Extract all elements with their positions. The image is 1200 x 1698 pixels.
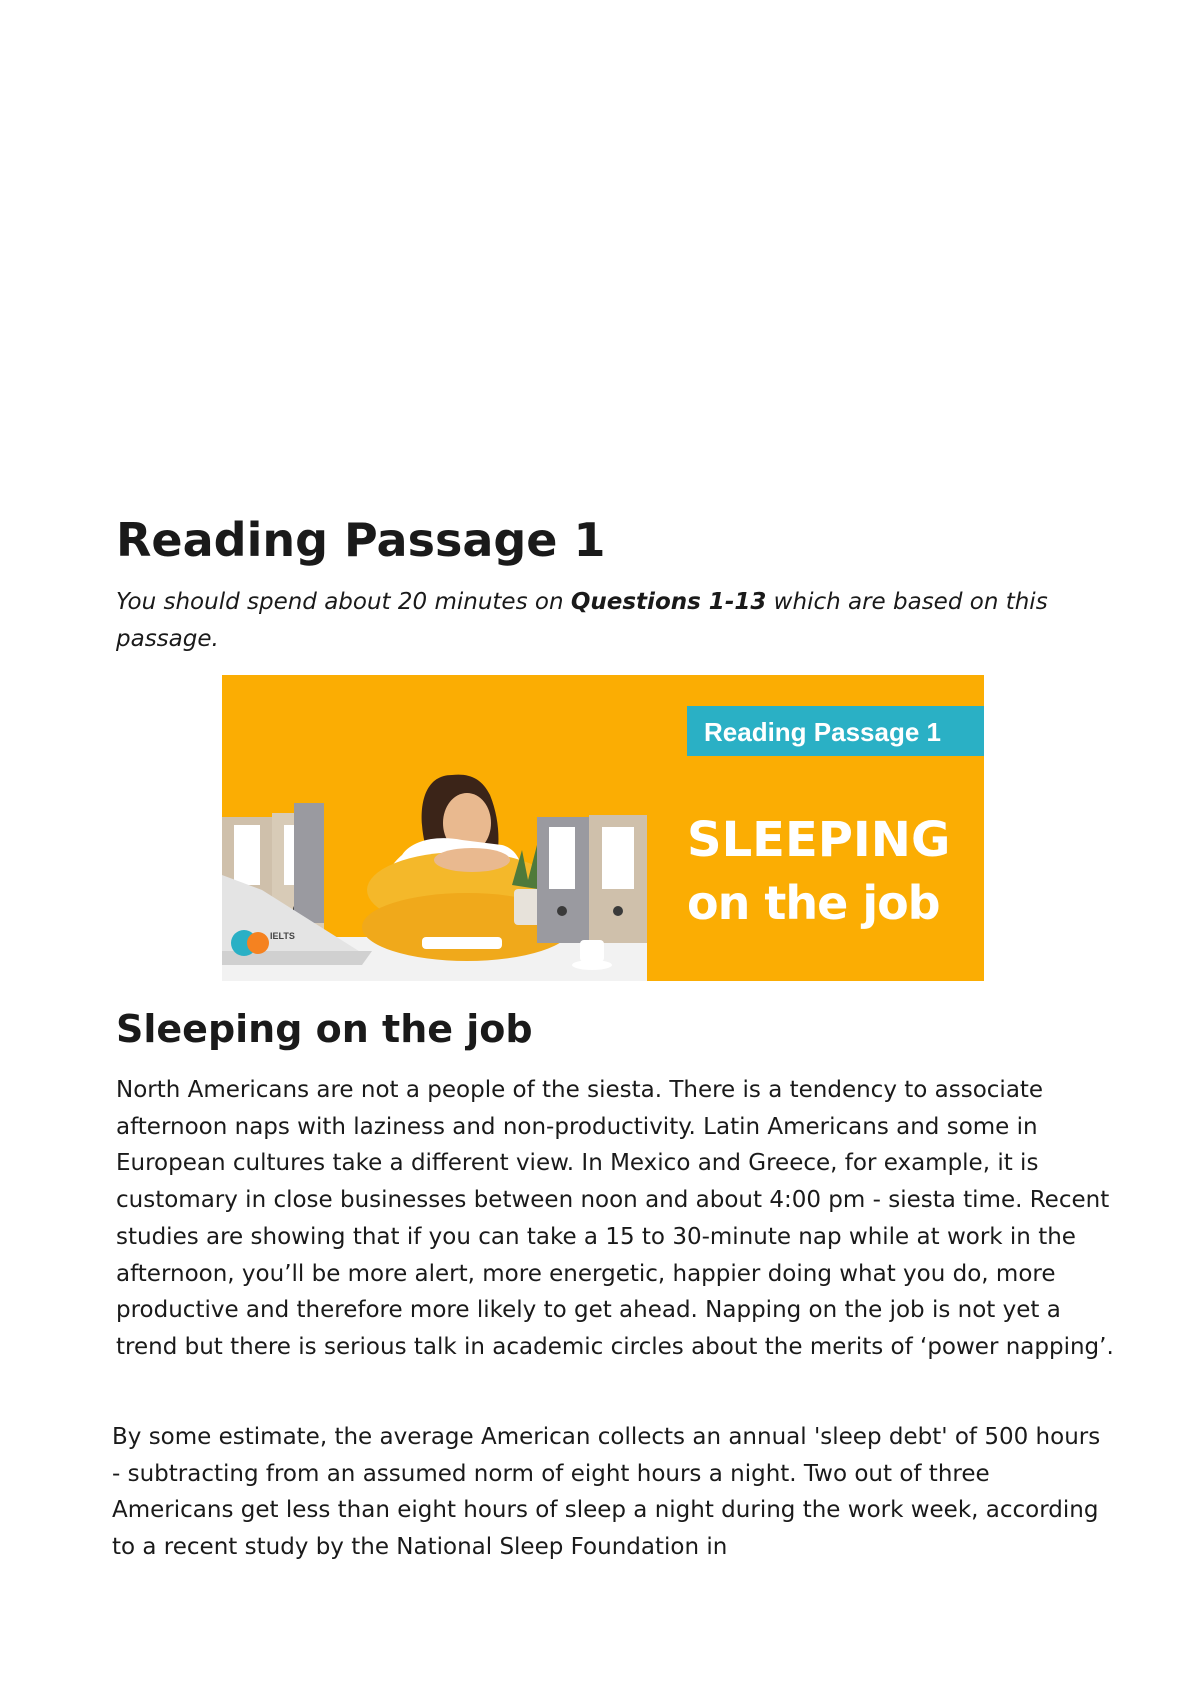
- banner-image: [222, 675, 984, 981]
- article-paragraph-2: By some estimate, the average American collects an annual 'sleep debt' of 500 hours - subtracting from an assumed norm of eight hours a night. Two out of three Americans get less than eight hours of sleep a night during the work week, according to a recent study by the National Sleep Foundation in: [112, 1424, 1101, 1561]
- page-title: Reading Passage 1: [116, 513, 606, 567]
- logo-text: IELTS: [270, 931, 295, 941]
- instruction-questions: Questions 1-13: [570, 589, 767, 615]
- binders-right-illustration: [537, 815, 647, 943]
- article-paragraph-1: North Americans are not a people of the siesta. There is a tendency to associate afternoon naps with laziness and non-productivity. Latin Americans and some in European cultures take a different view. In Mexico and Greece, for example, it is customary in close businesses between noon and about 4:00 pm - siesta time. Recent studies are showing that if you can take a 15 to 30-minute nap while at work in the afternoon, you’ll be more alert, more energetic, happier doing what you do, more productive and therefore more likely to get ahead. Napping on the job is not yet a trend but there is serious talk in academic circles about the merits of ‘power napping’.: [116, 1077, 1114, 1360]
- banner-illustration: [222, 675, 984, 981]
- instruction-prefix: You should spend about 20 minutes on: [116, 589, 571, 615]
- instruction-suffix: which are based on this passage.: [116, 589, 1048, 652]
- instruction-text: [116, 584, 1096, 658]
- banner-headline-line2: on the job: [687, 876, 940, 930]
- banner-headline-line1: SLEEPING: [687, 812, 951, 868]
- article-title: Sleeping on the job: [116, 1007, 533, 1051]
- banner-tag-text: Reading Passage 1: [704, 717, 941, 747]
